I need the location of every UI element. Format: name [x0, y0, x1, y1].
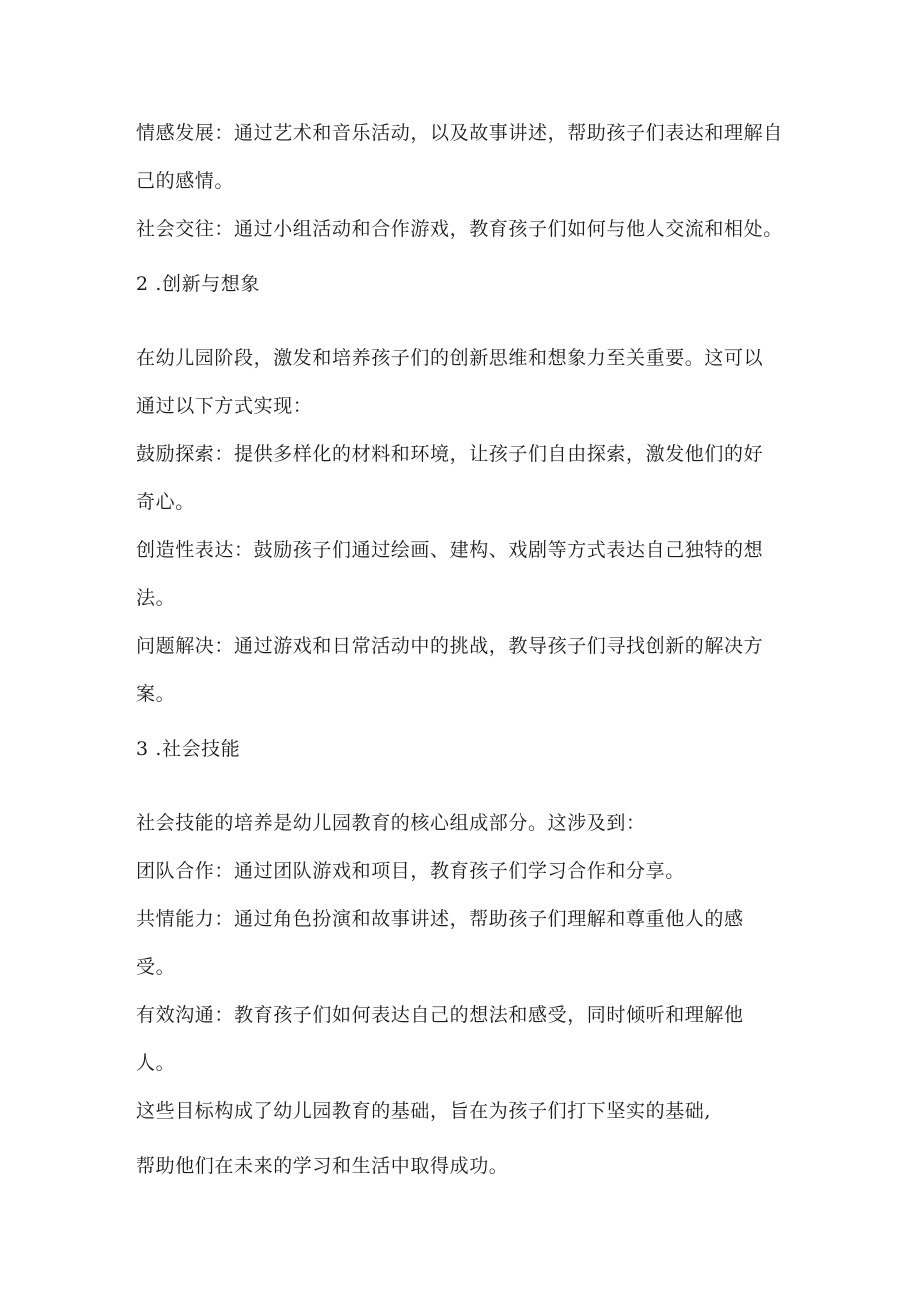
- paragraph-innovation-intro-cont: 通过以下方式实现：: [136, 395, 313, 417]
- paragraph-communication: 有效沟通：教育孩子们如何表达自己的想法和感受，同时倾听和理解他: [136, 1004, 744, 1026]
- section-heading-social-skills: 3 .社会技能: [136, 738, 241, 760]
- paragraph-creative-expression: 创造性表达：鼓励孩子们通过绘画、建构、戏剧等方式表达自己独特的想: [136, 539, 764, 561]
- section-heading-innovation: 2 .创新与想象: [136, 273, 260, 295]
- paragraph-encourage-exploration-cont: 奇心。: [136, 491, 195, 513]
- paragraph-teamwork: 团队合作：通过团队游戏和项目，教育孩子们学习合作和分享。: [136, 860, 685, 882]
- paragraph-creative-expression-cont: 法。: [136, 587, 176, 609]
- paragraph-innovation-intro: 在幼儿园阶段，激发和培养孩子们的创新思维和想象力至关重要。这可以: [136, 347, 764, 369]
- paragraph-encourage-exploration: 鼓励探索：提供多样化的材料和环境，让孩子们自由探索，激发他们的好: [136, 443, 764, 465]
- paragraph-social-interaction: 社会交往：通过小组活动和合作游戏，教育孩子们如何与他人交流和相处。: [136, 218, 783, 240]
- paragraph-problem-solving-cont: 案。: [136, 683, 176, 705]
- paragraph-conclusion-cont: 帮助他们在未来的学习和生活中取得成功。: [136, 1155, 509, 1177]
- paragraph-emotional-development-cont: 己的感情。: [136, 170, 235, 192]
- paragraph-empathy: 共情能力：通过角色扮演和故事讲述，帮助孩子们理解和尊重他人的感: [136, 908, 744, 930]
- paragraph-emotional-development: 情感发展：通过艺术和音乐活动，以及故事讲述，帮助孩子们表达和理解自: [136, 122, 783, 144]
- paragraph-communication-cont: 人。: [136, 1052, 176, 1074]
- paragraph-social-skills-intro: 社会技能的培养是幼儿园教育的核心组成部分。这涉及到：: [136, 812, 646, 834]
- paragraph-conclusion: 这些目标构成了幼儿园教育的基础，旨在为孩子们打下坚实的基础,: [136, 1100, 712, 1122]
- paragraph-problem-solving: 问题解决：通过游戏和日常活动中的挑战，教导孩子们寻找创新的解决方: [136, 635, 764, 657]
- paragraph-empathy-cont: 受。: [136, 956, 176, 978]
